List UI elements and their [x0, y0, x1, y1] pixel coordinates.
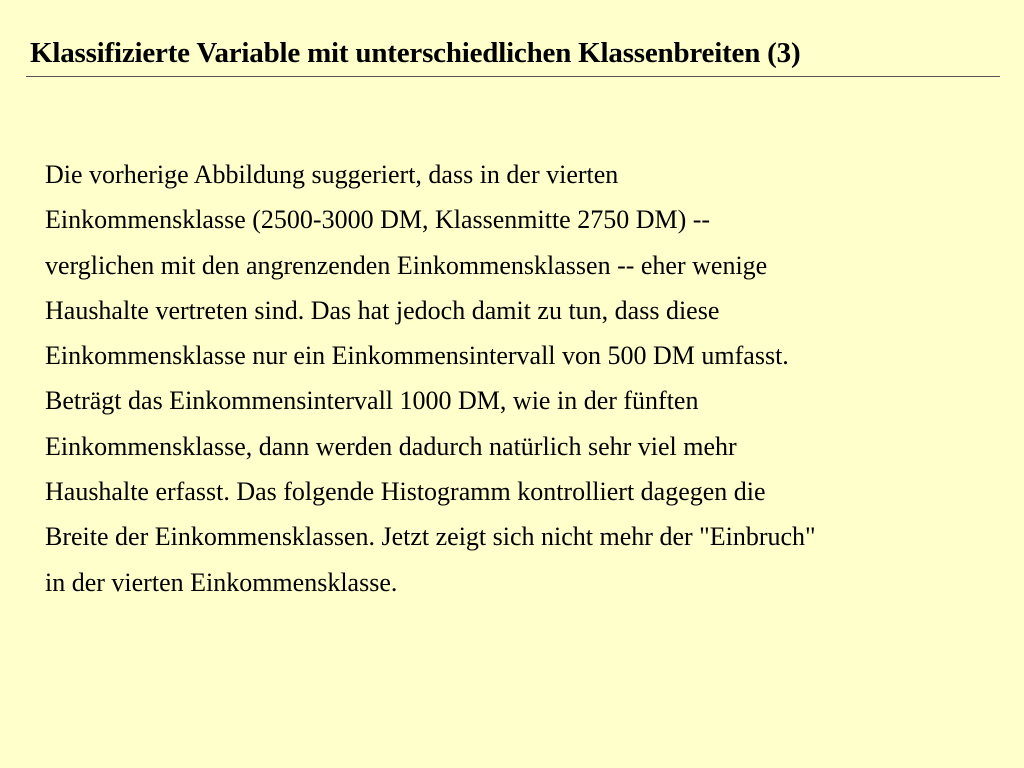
paragraph-line: Breite der Einkommensklassen. Jetzt zeigt sich nicht mehr der "Einbruch"	[45, 522, 816, 552]
paragraph-line: Haushalte erfasst. Das folgende Histogramm kontrolliert dagegen die	[45, 477, 766, 507]
slide-title: Klassifizierte Variable mit unterschiedlichen Klassenbreiten (3)	[30, 37, 801, 69]
body-paragraph	[45, 152, 995, 605]
paragraph-line: Beträgt das Einkommensintervall 1000 DM, wie in der fünften	[45, 386, 699, 416]
paragraph-line: Die vorherige Abbildung suggeriert, dass in der vierten	[45, 160, 619, 189]
paragraph-line: in der vierten Einkommensklasse.	[45, 567, 398, 597]
paragraph-line: Einkommensklasse, dann werden dadurch natürlich sehr viel mehr	[45, 431, 737, 461]
paragraph-line: verglichen mit den angrenzenden Einkommensklassen -- eher wenige	[45, 250, 768, 280]
paragraph-line: Haushalte vertreten sind. Das hat jedoch damit zu tun, dass diese	[45, 295, 720, 325]
paragraph-line: Einkommensklasse (2500-3000 DM, Klassenmitte 2750 DM) --	[45, 205, 711, 235]
paragraph-line: Einkommensklasse nur ein Einkommensintervall von 500 DM umfasst.	[45, 341, 789, 371]
title-divider	[26, 76, 1000, 77]
